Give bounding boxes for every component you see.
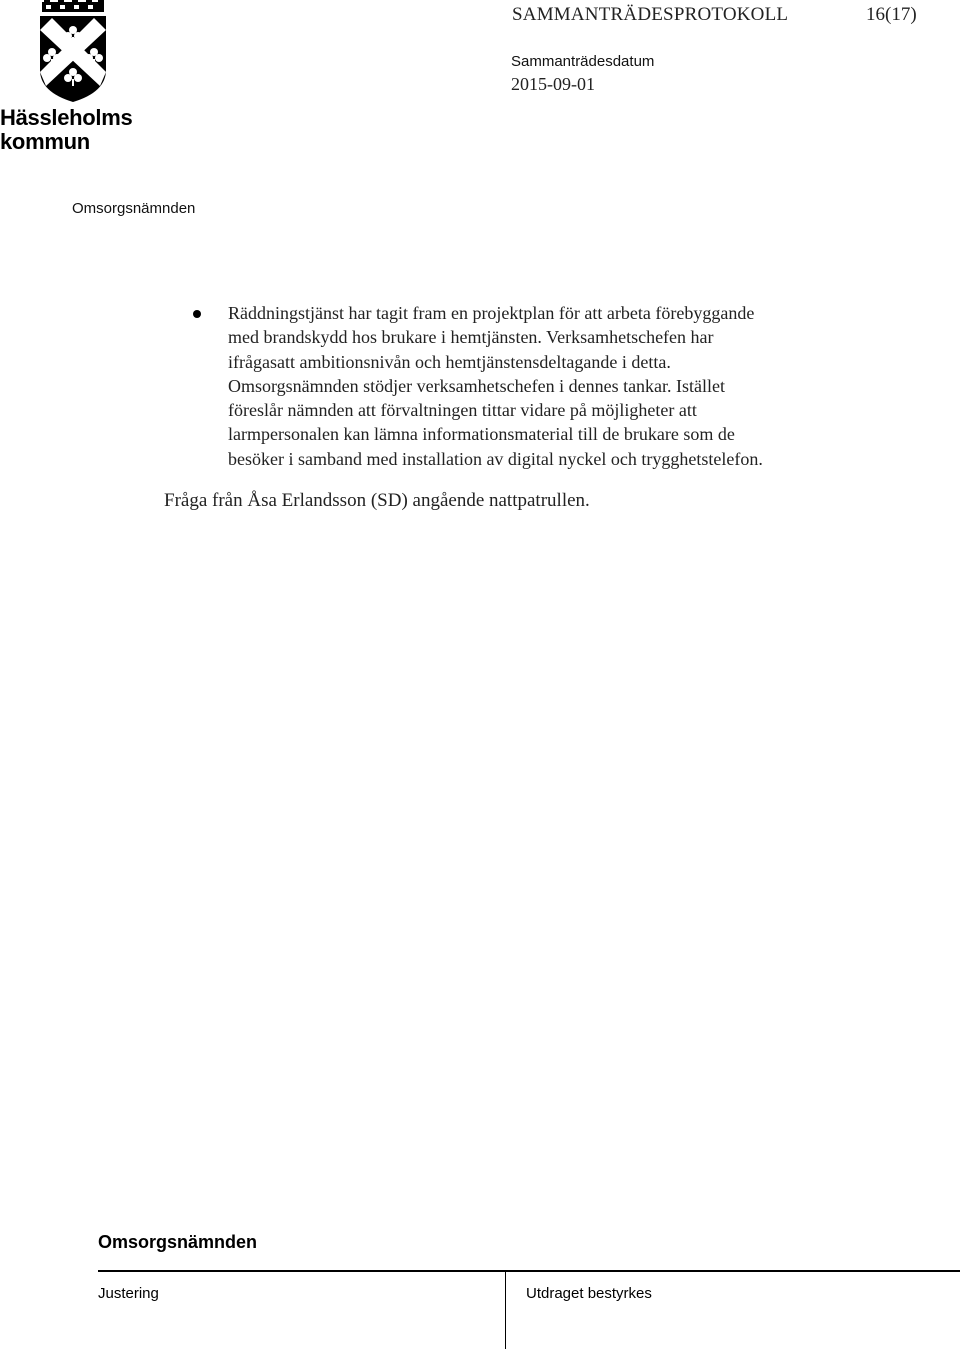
footer-rule [98,1270,960,1272]
footer-bestyrkes-label: Utdraget bestyrkes [526,1285,652,1302]
coat-of-arms-icon [0,0,150,110]
logo-line-2: kommun [0,129,90,154]
paragraph-line: Omsorgsnämnden stödjer verksamhetschefen i dennes tankar. Istället [228,375,726,396]
logo-line-1: Hässleholms [0,105,133,130]
paragraph-line: föreslår nämnden att förvaltningen tittar vidare på möjligheter att [228,400,697,421]
paragraph-line: besöker i samband med installation av digital nyckel och trygghetstelefon. [228,448,763,469]
bullet-icon [193,310,201,318]
bullet-paragraph [228,301,868,471]
paragraph-line: Räddningstjänst har tagit fram en projektplan för att arbeta förebyggande [228,303,755,323]
paragraph-line: larmpersonalen kan lämna informationsmaterial till de brukare som de [228,424,735,445]
document-title: SAMMANTRÄDESPROTOKOLL [512,4,789,25]
footer-committee-name: Omsorgsnämnden [98,1232,258,1252]
paragraph-line: ifrågasatt ambitionsnivån och hemtjänstensdeltagande i detta. [228,351,671,372]
page-number: 16(17) [866,4,917,25]
footer-justering-label: Justering [98,1285,159,1302]
footer-divider [505,1271,506,1349]
question-heading: Fråga från Åsa Erlandsson (SD) angående nattpatrullen. [164,490,590,511]
committee-name: Omsorgsnämnden [72,200,196,217]
meeting-date-value: 2015-09-01 [511,74,595,94]
meeting-date-label: Sammanträdesdatum [511,53,655,70]
paragraph-line: med brandskydd hos brukare i hemtjänsten. Verksamhetschefen har [228,327,714,348]
logo-wordmark [0,106,132,154]
